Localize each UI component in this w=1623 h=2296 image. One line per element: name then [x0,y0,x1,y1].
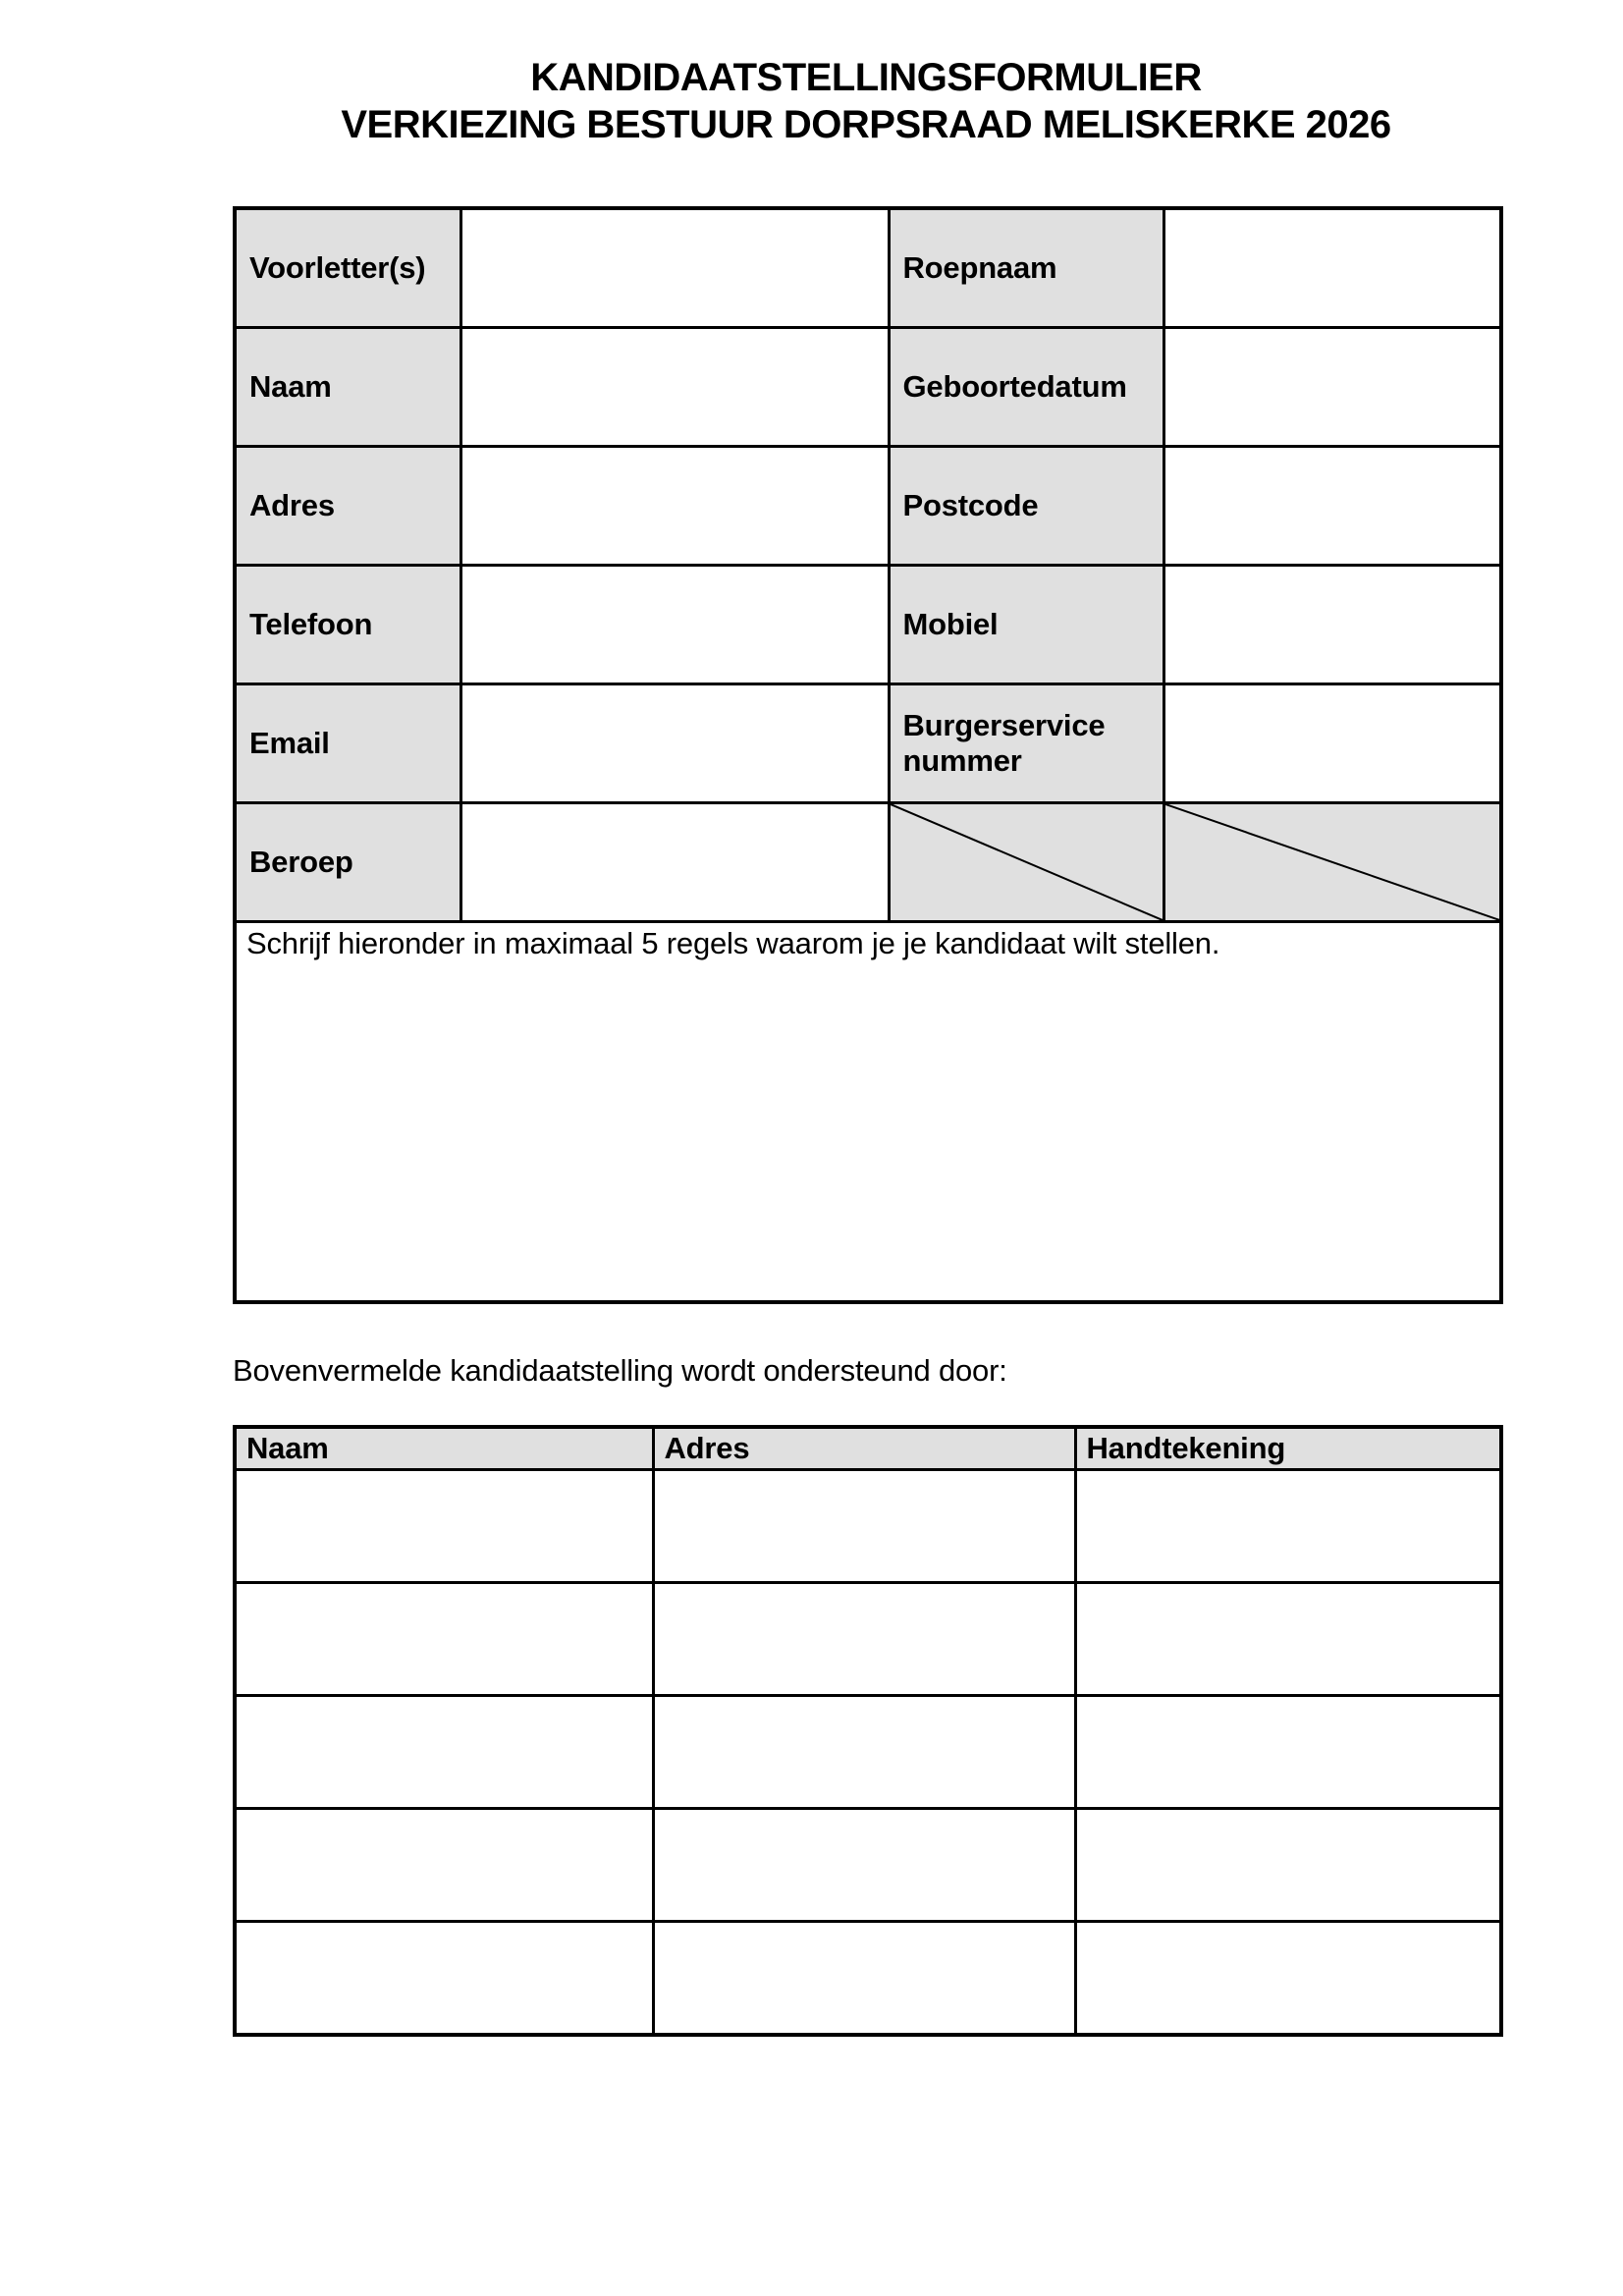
support-header-row [235,1427,1501,1470]
table-row [235,803,1501,922]
table-row [235,1470,1501,1583]
support-handtekening-cell [1075,1470,1501,1583]
table-row [235,447,1501,566]
crossed-out-cell-1 [889,803,1163,922]
support-naam-cell [235,1809,653,1922]
telefoon-value-cell [460,566,889,684]
form-title-line1: KANDIDAATSTELLINGSFORMULIER [530,56,1202,99]
motivation-prompt: Schrijf hieronder in maximaal 5 regels waarom je je kandidaat wilt stellen. [246,926,1220,960]
beroep-label-cell: Beroep [235,803,460,922]
support-header-handtekening: Handtekening [1075,1427,1501,1470]
form-title-line2: VERKIEZING BESTUUR DORPSRAAD MELISKERKE 2026 [341,103,1391,146]
email-value-cell [460,684,889,803]
voorletters-label-cell: Voorletter(s) [235,208,460,328]
support-header-naam: Naam [235,1427,653,1470]
table-row [235,1696,1501,1809]
support-naam-cell [235,1583,653,1696]
mobiel-value-cell [1163,566,1501,684]
postcode-value-cell [1163,447,1501,566]
mobiel-label-cell: Mobiel [889,566,1163,684]
roepnaam-label-cell: Roepnaam [889,208,1163,328]
crossed-out-cell-2 [1163,803,1501,922]
support-adres-cell [653,1583,1075,1696]
support-header-adres: Adres [653,1427,1075,1470]
support-adres-cell [653,1922,1075,2036]
beroep-value-cell [460,803,889,922]
table-row [235,1922,1501,2036]
voorletters-value-cell [460,208,889,328]
roepnaam-value-cell [1163,208,1501,328]
support-handtekening-cell [1075,1696,1501,1809]
telefoon-label-cell: Telefoon [235,566,460,684]
burgerservicenummer-value-cell [1163,684,1501,803]
adres-label-cell: Adres [235,447,460,566]
table-row [235,684,1501,803]
burgerservicenummer-label-cell: Burgerservice nummer [889,684,1163,803]
support-naam-cell [235,1696,653,1809]
form-content [233,0,1499,2037]
naam-label-cell: Naam [235,328,460,447]
postcode-label-cell: Postcode [889,447,1163,566]
support-adres-cell [653,1696,1075,1809]
support-handtekening-cell [1075,1809,1501,1922]
support-handtekening-cell [1075,1922,1501,2036]
email-label-cell: Email [235,684,460,803]
support-naam-cell [235,1470,653,1583]
support-intro: Bovenvermelde kandidaatstelling wordt ondersteund door: [233,1353,1007,1388]
diagonal-strikethrough-line [891,804,1163,920]
candidate-details-table [233,206,1503,1304]
table-row [235,1809,1501,1922]
geboortedatum-label-cell: Geboortedatum [889,328,1163,447]
table-row [235,1583,1501,1696]
support-handtekening-cell [1075,1583,1501,1696]
support-adres-cell [653,1470,1075,1583]
form-title [233,54,1499,148]
table-row [235,208,1501,328]
adres-value-cell [460,447,889,566]
motivation-cell [235,922,1501,1303]
diagonal-strikethrough-line [1165,804,1500,920]
motivation-row [235,922,1501,1303]
table-row [235,566,1501,684]
support-naam-cell [235,1922,653,2036]
support-adres-cell [653,1809,1075,1922]
naam-value-cell [460,328,889,447]
table-row [235,328,1501,447]
geboortedatum-value-cell [1163,328,1501,447]
supporters-table [233,1425,1503,2037]
